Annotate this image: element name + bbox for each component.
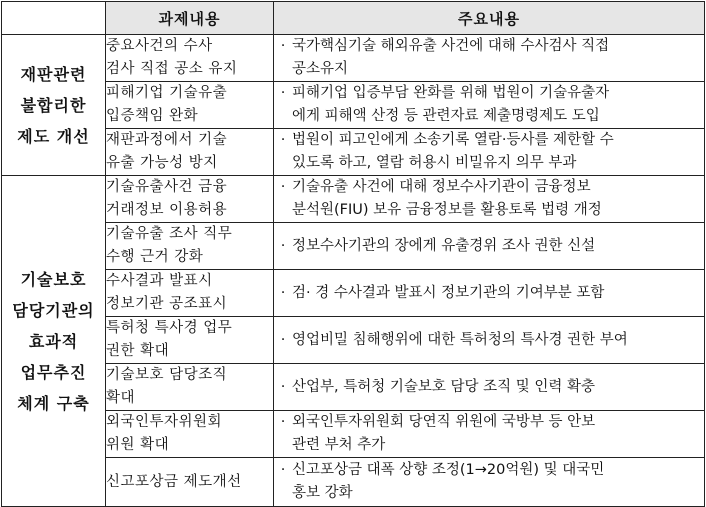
- task-label: 입증책임 완화: [106, 108, 199, 124]
- content-cell: [274, 223, 705, 270]
- content-line: 홍보 강화: [292, 485, 353, 501]
- bullet-icon: ·: [280, 414, 286, 430]
- task-cell: [106, 458, 274, 507]
- task-label: 수행 근거 강화: [106, 249, 204, 265]
- bullet-icon: ·: [280, 237, 286, 254]
- content-line: 정보수사기관의 장에게 유출경위 조사 권한 신설: [292, 237, 596, 254]
- content-line: 관련 부처 추가: [292, 437, 386, 453]
- bullet-icon: ·: [280, 179, 286, 195]
- bullet-icon: ·: [280, 132, 286, 148]
- policy-table: [1, 1, 705, 507]
- header-row: [2, 2, 705, 35]
- task-cell: [106, 223, 274, 270]
- task-label: 확대: [106, 390, 136, 406]
- task-label: 위원 확대: [106, 437, 170, 453]
- content-line: 분석원(FIU) 보유 금융정보를 활용토록 법령 개정: [292, 202, 602, 218]
- bullet-icon: ·: [280, 284, 286, 301]
- table-row: [2, 35, 705, 82]
- category-cell: [2, 176, 106, 507]
- category-label: 효과적: [28, 331, 79, 351]
- content-cell: [274, 129, 705, 176]
- content-text: [292, 459, 704, 505]
- bullet-icon: ·: [280, 378, 286, 395]
- task-label: 정보기관 공조표시: [106, 296, 228, 312]
- task-label: 재판과정에서 기술: [106, 132, 228, 148]
- content-cell: [274, 176, 705, 223]
- content-line: 있도록 하고, 열람 허용시 비밀유지 의무 부과: [292, 155, 577, 171]
- content-cell: [274, 35, 705, 82]
- content-text: [292, 282, 704, 305]
- task-label: 피해기업 기술유출: [106, 85, 228, 101]
- header-blank: [2, 2, 106, 35]
- task-cell: [106, 176, 274, 223]
- content-text: [292, 129, 704, 175]
- content-text: [292, 82, 704, 128]
- content-line: 검· 경 수사결과 발표시 정보기관의 기여부분 포함: [292, 284, 605, 301]
- content-text: [292, 176, 704, 222]
- content-text: [292, 329, 704, 352]
- task-label: 거래정보 이용허용: [106, 202, 228, 218]
- task-cell: [106, 270, 274, 317]
- task-label: 신고포상금 제도개선: [106, 473, 242, 490]
- content-text: [292, 411, 704, 457]
- task-label: 기술유출 조사 직무: [106, 226, 233, 242]
- category-label: 불합리한: [20, 95, 87, 115]
- task-label: 수사결과 발표시: [106, 273, 213, 289]
- table-row: [2, 458, 705, 507]
- content-line: 국가핵심기술 해외유출 사건에 대해 수사검사 직접: [292, 38, 610, 54]
- category-label: 체계 구축: [17, 393, 90, 413]
- content-line: 기술유출 사건에 대해 정보수사기관이 금융정보: [292, 179, 591, 195]
- content-line: 신고포상금 대폭 상향 조정(1→20억원) 및 대국민: [292, 462, 605, 478]
- table-row: [2, 223, 705, 270]
- table-row: [2, 317, 705, 364]
- task-label: 기술보호 담당조직: [106, 367, 228, 383]
- bullet-icon: ·: [280, 85, 286, 101]
- bullet-icon: ·: [280, 331, 286, 348]
- bullet-icon: ·: [280, 462, 286, 478]
- content-line: 피해기업 입증부담 완화를 위해 법원이 기술유출자: [292, 85, 610, 101]
- task-cell: [106, 317, 274, 364]
- content-cell: [274, 317, 705, 364]
- category-label: 기술보호: [20, 269, 87, 289]
- content-line: 영업비밀 침해행위에 대한 특허청의 특사경 권한 부여: [292, 331, 628, 348]
- bullet-icon: ·: [280, 38, 286, 54]
- category-label: 재판관련: [20, 64, 87, 84]
- task-cell: [106, 411, 274, 458]
- content-line: 법원이 피고인에게 소송기록 열람·등사를 제한할 수: [292, 132, 614, 148]
- table-row: [2, 129, 705, 176]
- table-row: [2, 364, 705, 411]
- table-row: [2, 176, 705, 223]
- table-row: [2, 411, 705, 458]
- task-label: 특허청 특사경 업무: [106, 320, 233, 336]
- content-cell: [274, 82, 705, 129]
- header-task: 과제내용: [106, 2, 274, 35]
- task-label: 검사 직접 공소 유지: [106, 61, 238, 77]
- content-text: [292, 376, 704, 399]
- header-content: 주요내용: [274, 2, 705, 35]
- task-label: 외국인투자위원회: [106, 414, 223, 430]
- category-label: 업무추진: [20, 362, 87, 382]
- task-cell: [106, 364, 274, 411]
- content-line: 공소유지: [292, 61, 349, 77]
- task-cell: [106, 82, 274, 129]
- content-line: 에게 피해액 산정 등 관련자료 제출명령제도 도입: [292, 108, 600, 124]
- content-cell: [274, 364, 705, 411]
- content-line: 외국인투자위원회 당연직 위원에 국방부 등 안보: [292, 414, 596, 430]
- category-cell: [2, 35, 106, 176]
- task-label: 중요사건의 수사: [106, 38, 213, 54]
- content-text: [292, 235, 704, 258]
- task-cell: [106, 35, 274, 82]
- table-row: [2, 270, 705, 317]
- task-label: 권한 확대: [106, 343, 170, 359]
- category-label: 담당기관의: [12, 300, 95, 320]
- table-row: [2, 82, 705, 129]
- content-line: 산업부, 특허청 기술보호 담당 조직 및 인력 확충: [292, 378, 596, 395]
- task-label: 유출 가능성 방지: [106, 155, 218, 171]
- task-label: 기술유출사건 금융: [106, 179, 228, 195]
- content-cell: [274, 458, 705, 507]
- content-cell: [274, 411, 705, 458]
- content-text: [292, 35, 704, 81]
- category-label: 제도 개선: [17, 126, 90, 146]
- content-cell: [274, 270, 705, 317]
- task-cell: [106, 129, 274, 176]
